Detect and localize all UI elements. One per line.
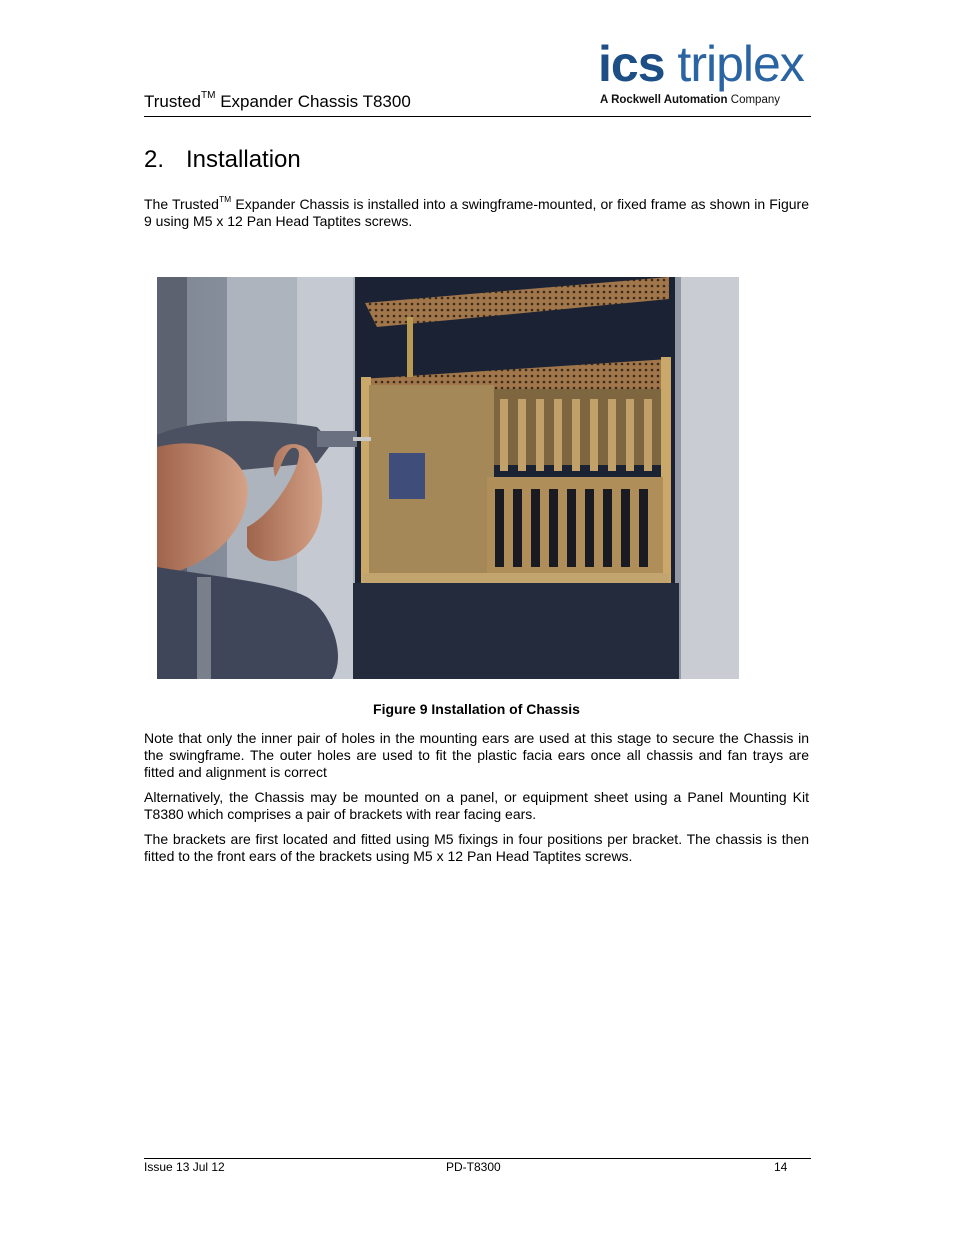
chassis-installation-photo [157,277,739,679]
footer-divider [144,1158,811,1159]
section-title: Installation [186,146,301,173]
intro-paragraph: The Trusted™ Expander Chassis is installed into a swingframe-mounted, or fixed frame as shown in Figure 9 using M5 x 12 Pan Head Taptites screws. [144,194,809,229]
alternative-paragraph: Alternatively, the Chassis may be mounted on a panel, or equipment sheet using a Panel Mounting Kit T8380 which comprises a pair of brackets with rear facing ears. [144,789,809,822]
company-logo: ics triplex [598,36,804,92]
section-number: 2. [144,146,165,173]
footer-doc-id: PD-T8300 [446,1160,501,1174]
document-title: Trusted™ Expander Chassis T8300 [144,90,411,111]
footer-page-number: 14 [774,1160,788,1174]
figure-caption: Figure 9 Installation of Chassis [373,701,580,717]
footer-issue: Issue 13 Jul 12 [144,1160,225,1174]
section-heading [144,146,301,174]
note-paragraph: Note that only the inner pair of holes in the mounting ears are used at this stage to secure the Chassis in the swingframe. The outer holes are used to fit the plastic facia ears once all chassis and fan trays are fitted and alignment is correct [144,730,809,780]
header-divider [144,116,811,117]
bracket-paragraph: The brackets are first located and fitted using M5 fixings in four positions per bracket. The chassis is then fitted to the front ears of the brackets using M5 x 12 Pan Head Taptites screws. [144,831,809,864]
company-tagline: A Rockwell Automation Company [600,94,780,106]
